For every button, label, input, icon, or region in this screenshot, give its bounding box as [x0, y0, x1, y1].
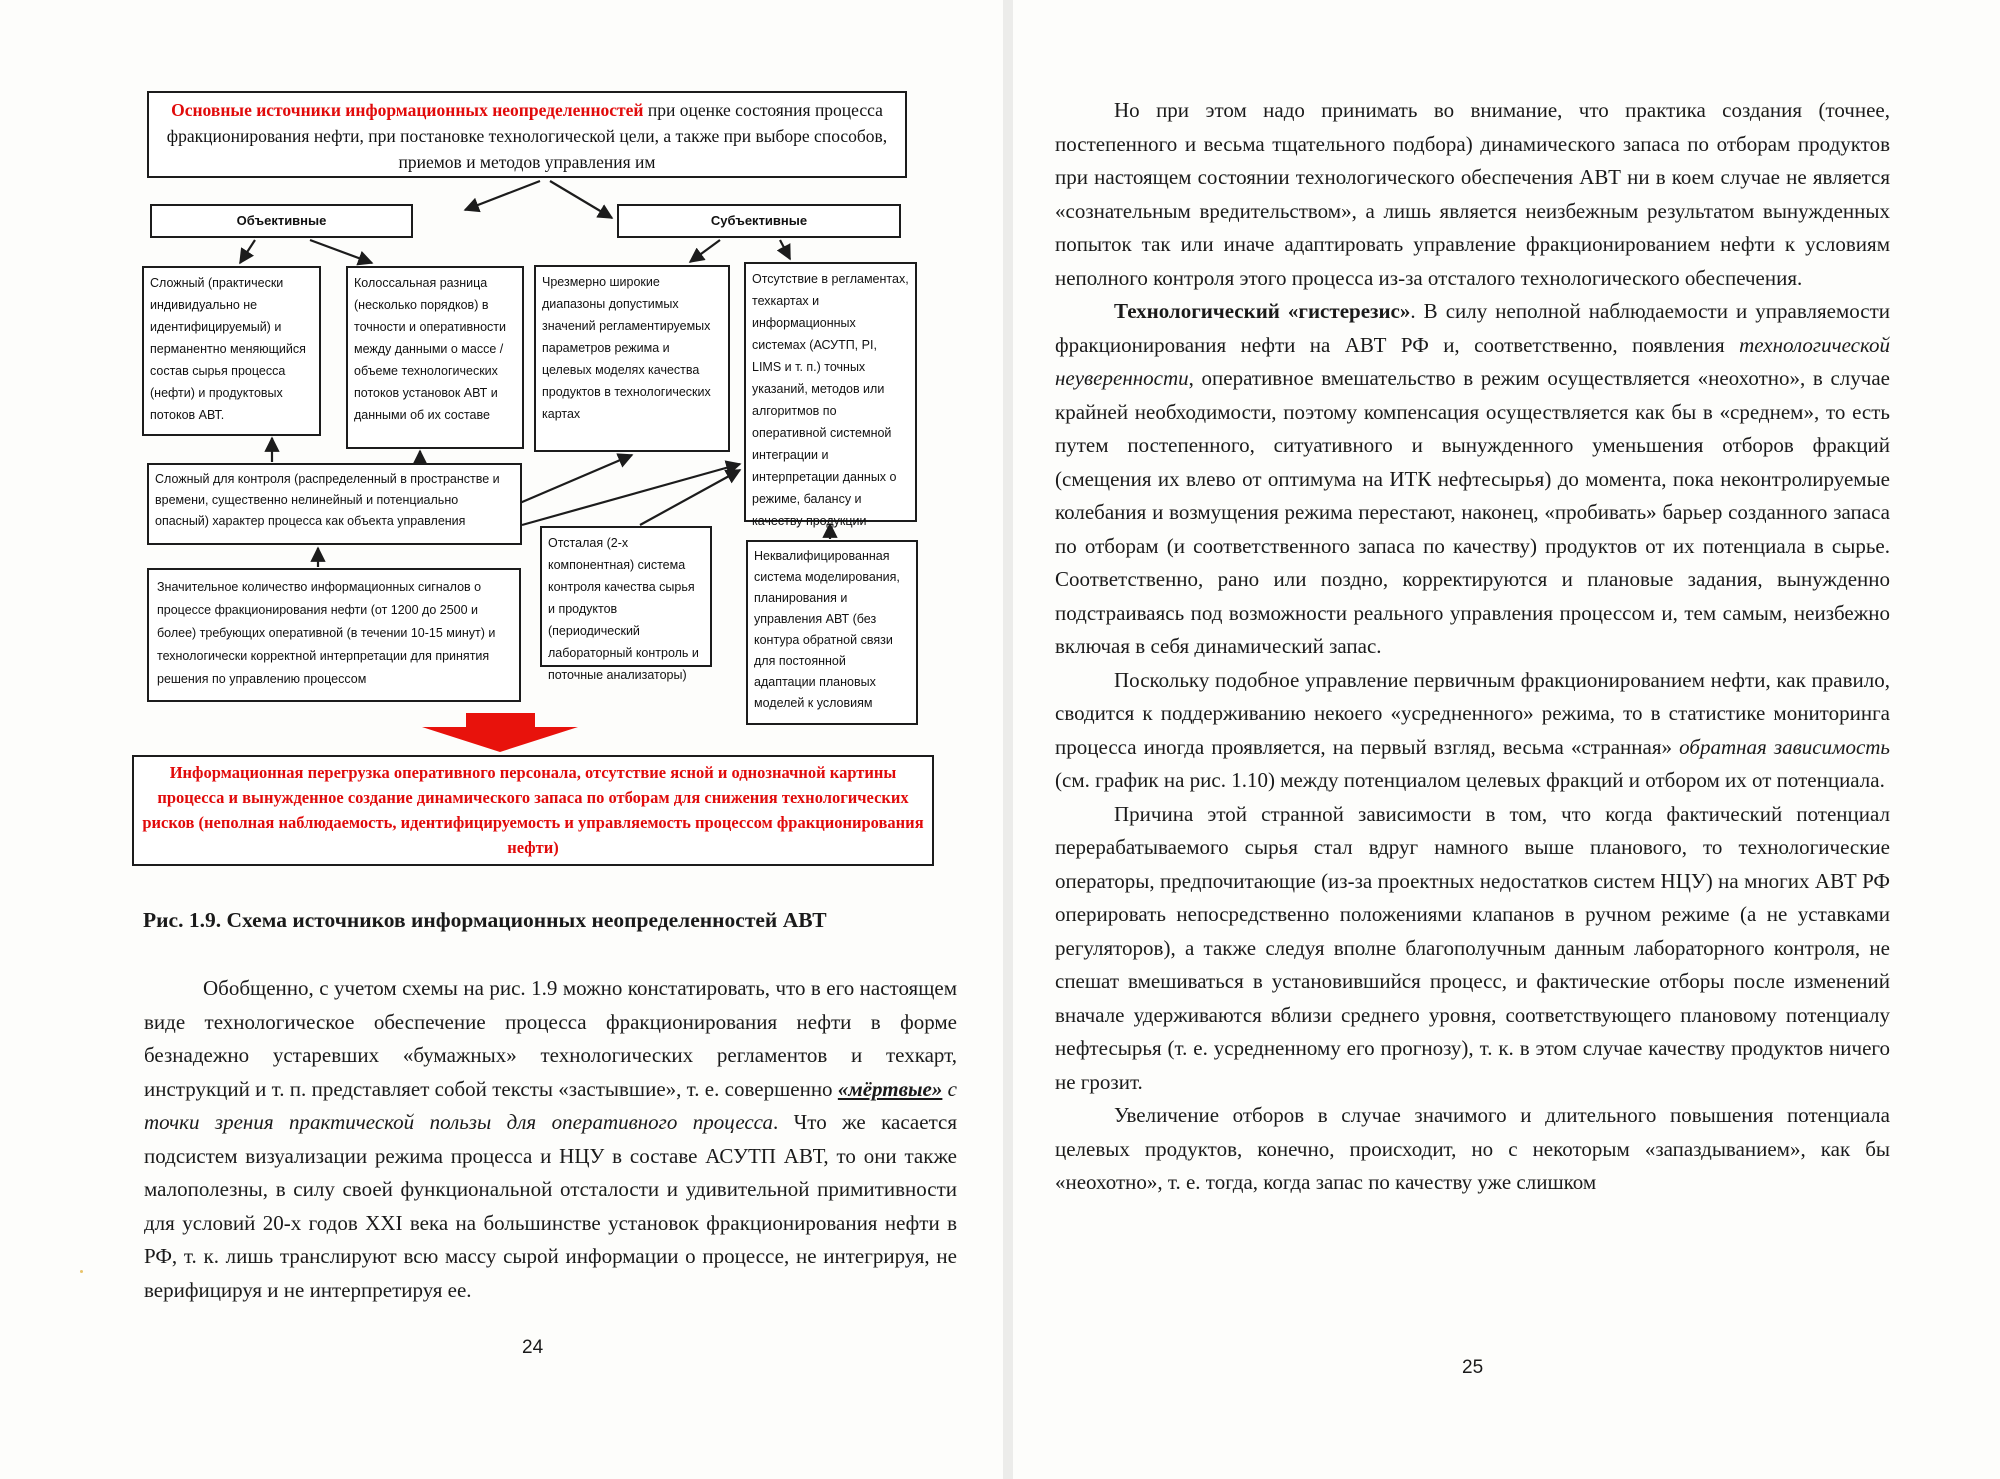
huge-difference-box: Колоссальная разница (несколько порядков) в точности и оперативности между данными о массе /объеме технологических потоков установок АВТ и данными об их составе: [346, 266, 524, 449]
arrow-ctrl-to-absence: [522, 464, 740, 525]
arrow-subj-left: [690, 240, 720, 262]
lagging-system-box: Отсталая (2-х компонентная) система контроля качества сырья и продуктов (периодический лабораторный контроль и поточные анализаторы): [540, 526, 712, 667]
arrow-main-subjective: [550, 181, 612, 218]
paper-speck: [80, 1270, 83, 1273]
arrow-obj-left: [240, 240, 255, 263]
big-red-arrow: [422, 713, 578, 752]
complex-control-box: Сложный для контроля (распределенный в пространстве и времени, существенно нелинейный и потенциально опасный) характер процесса как объекта управления: [147, 463, 522, 545]
section-heading: Технологический «гистерезис»: [1114, 299, 1411, 323]
overload-box: Информационная перегрузка оперативного персонала, отсутствие ясной и однозначной картины процесса и вынужденное создание динамического запаса по отборам для снижения технологических рисков (неполная наблюдаемость, идентифицируемость и управляемость процессом фракционирования нефти): [132, 755, 934, 866]
arrow-subj-right: [780, 240, 790, 259]
paragraph: Причина этой странной зависимости в том, что когда фактический потенциал перерабатываемого сырья стал вдруг намного выше планового, то технологические операторы, предпочитающие (из-за проектных недостатков систем НЦУ) на многих АВТ РФ оперировать непосредственно положениями клапанов в ручном режиме (а не уставками регуляторов), а также следуя вполне благополучным данным лабораторного контроля, не спешат вмешиваться в установившийся процесс, и фактические отборы после изменений вначале удерживаются вблизи среднего уровня, соответствующего плановому потенциалу нефтесырья (т. е. усредненному его прогнозу), т. к. в этом случае качеству продуктов ничего не грозит.: [1055, 801, 1890, 1094]
main-sources-title: Основные источники информационных неопределенностей: [171, 100, 644, 120]
main-sources-text: при оценке состояния процесса фракционирования нефти, при постановке технологической цели, а также при выборе способов, приемов и методов управления им: [166, 100, 888, 172]
right-body-text: [1055, 94, 1890, 1200]
italic-phrase: с точки зрения практической пользы для оперативного процесса: [144, 1076, 957, 1134]
arrow-obj-right: [310, 240, 372, 263]
paragraph: Но при этом надо принимать во внимание, что практика создания (точнее, постепенного и весьма тщательного подбора) динамического запаса по отборам продуктов при настоящем состоянии технологического обеспечения АВТ ни в коем случае не является «сознательным вредительством», а лишь является неизбежным результатом вынужденных попыток так или иначе адаптировать управление фракционированием нефти к условиям неполного контроля этого процесса из-за отсталого технологического обеспечения.: [1055, 98, 1890, 290]
main-sources-box: [147, 91, 907, 178]
signals-box: Значительное количество информационных сигналов о процессе фракционирования нефти (от 1200 до 2500 и более) требующих оперативной (в течении 10-15 минут) и технологически корректной интерпретации для принятия решения по управлению процессом: [147, 568, 521, 702]
page-number-right: 25: [1462, 1357, 1484, 1378]
subjective-box: Субъективные: [617, 204, 901, 238]
paragraph: Поскольку подобное управление первичным фракционированием нефти, как правило, сводится к поддерживанию некоего «усредненного» режима, то в статистике мониторинга процесса иногда проявляется, на первый взгляд, весьма «странная» обратная зависимость (см. график на рис. 1.10) между потенциалом целевых фракций и отбором их от потенциала.: [1055, 667, 1890, 792]
arrow-main-objective: [465, 181, 540, 210]
unqualified-system-box: Неквалифицированная система моделирования, планирования и управления АВТ (без контура обратной связи для постоянной адаптации плановых моделей к условиям: [746, 540, 918, 725]
italic-phrase: обратная зависимость: [1679, 734, 1890, 759]
wide-ranges-box: Чрезмерно широкие диапазоны допустимых значений регламентируемых параметров режима и целевых моделях качества продуктов в технологических картах: [534, 265, 730, 452]
absence-box: Отсутствие в регламентах, техкартах и информационных системах (АСУТП, PI, LIMS и т. п.) точных указаний, методов или алгоритмов по оперативной системной интеграции и интерпретации данных о режиме, балансу и качеству продукции: [744, 262, 917, 522]
page-number-left: 24: [522, 1337, 544, 1358]
left-body-text: [144, 972, 957, 1307]
paragraph: Обобщенно, с учетом схемы на рис. 1.9 можно констатировать, что в его настоящем виде технологическое обеспечение процесса фракционирования нефти в форме безнадежно устаревших «бумажных» технологических регламентов и техкарт, инструкций и т. п. представляет собой тексты «застывшие», т. е. совершенно «мёртвые» с точки зрения практической пользы для оперативного процесса. Что же касается подсистем визуализации режима процесса и НЦУ в составе АСУТП АВТ, то они также малополезны, в силу своей функциональной отсталости и удивительной примитивности для условий 20-х годов XXI века на большинстве установок фракционирования нефти в РФ, т. к. лишь транслируют всю массу сырой информации о процессе, не интегрируя, не верифицируя и не интерпретируя ее.: [144, 976, 957, 1302]
dead-word: «мёртвые»: [837, 1076, 943, 1101]
complex-composition-box: Сложный (практически индивидуально не идентифицируемый) и перманентно меняющийся состав сырья процесса (нефти) и продуктовых потоков АВТ.: [142, 266, 321, 436]
italic-phrase: технологической неуверенности: [1055, 332, 1890, 390]
figure-caption: Рис. 1.9. Схема источников информационных неопределенностей АВТ: [143, 908, 827, 932]
paragraph: Технологический «гистерезис». В силу неполной наблюдаемости и управляемости фракционирования нефти на АВТ РФ и, соответственно, появления технологической неуверенности, оперативное вмешательство в режим осуществляется «неохотно», в случае крайней необходимости, поэтому компенсация осуществляется как бы в «среднем», то есть путем постепенного, ситуативного и вынужденного уменьшения отборов фракций (смещения их влево от оптимума на ИТК нефтесырья) до момента, пока неконтролируемые колебания и возмущения режима перестают, наконец, «пробивать» барьер созданного запаса по отборам (и соответственного запаса по качеству) продуктов от их потенциала в сырье. Соответственно, рано или поздно, корректируются и плановые задания, вынужденно подстраиваясь под возможности реального управления процессом и, тем самым, неизбежно включая в себя динамический запас.: [1055, 299, 1890, 658]
objective-box: Объективные: [150, 204, 413, 238]
paragraph: Увеличение отборов в случае значимого и длительного повышения потенциала целевых продуктов, конечно, происходит, но с некоторым «запаздыванием», как бы «неохотно», т. е. тогда, когда запас по качеству уже слишком: [1055, 1103, 1890, 1194]
book-gutter: [1003, 0, 1013, 1479]
